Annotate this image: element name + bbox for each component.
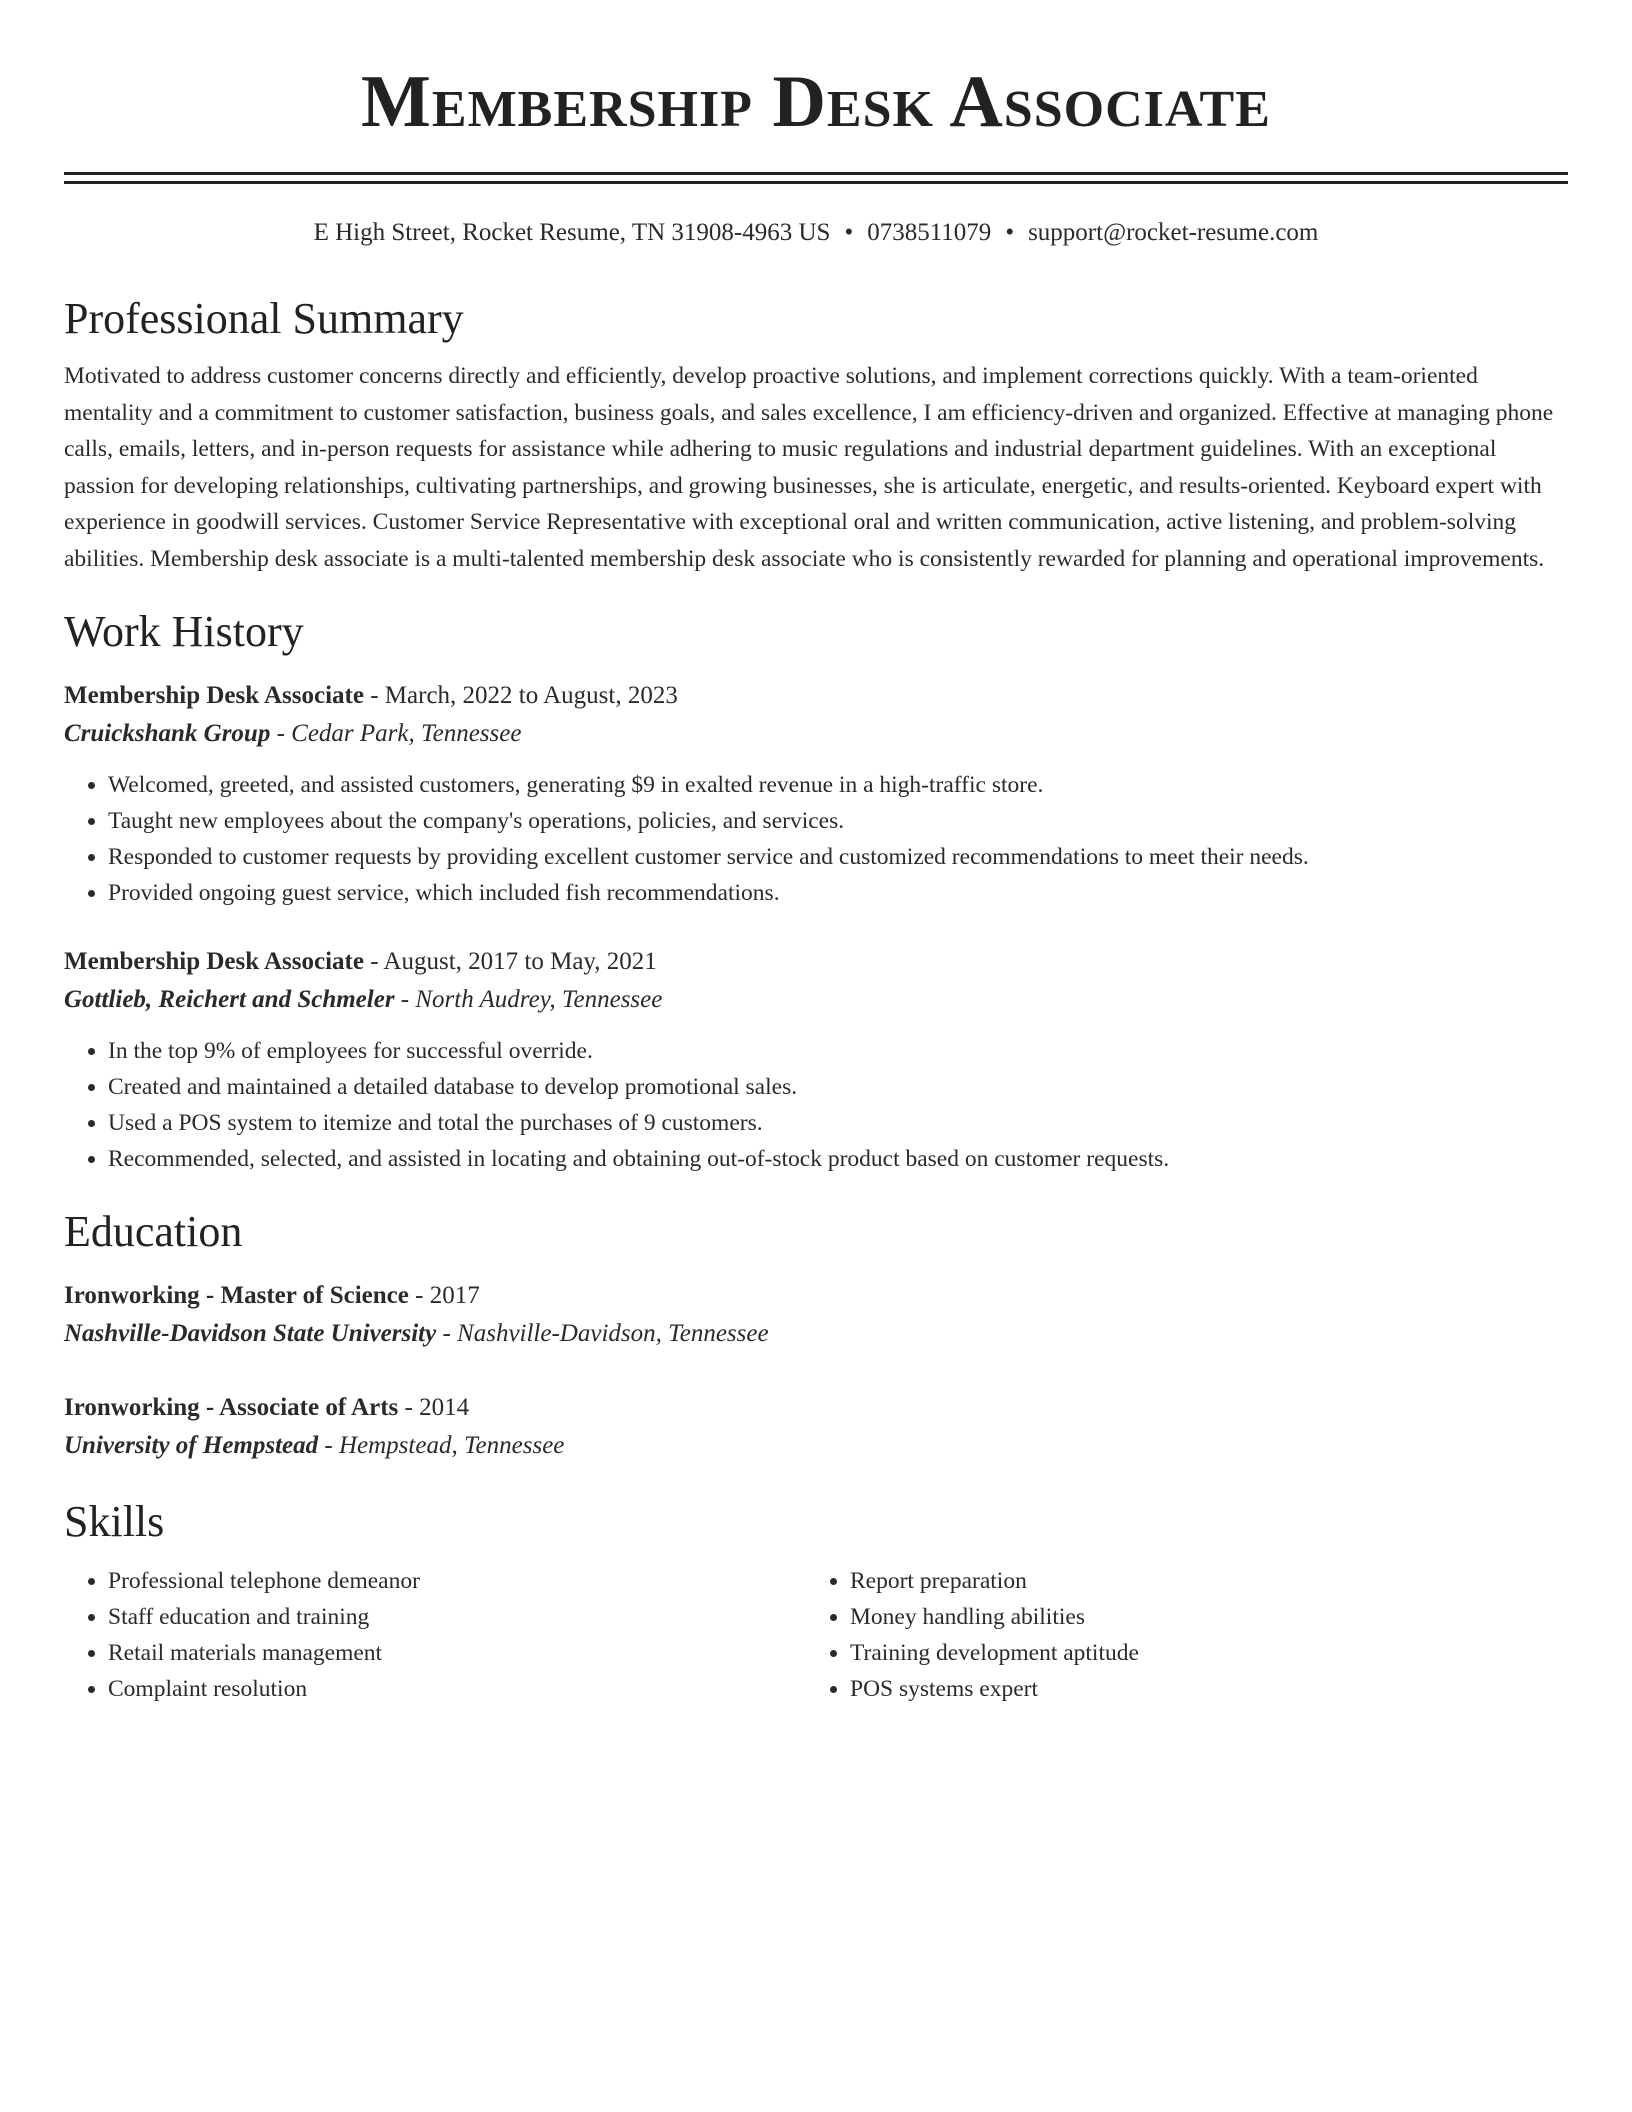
job-company-line <box>64 981 1568 1019</box>
job-company-line <box>64 715 1568 753</box>
skill-item: • Report preparation <box>850 1563 1548 1599</box>
education-school-line <box>64 1427 1568 1465</box>
education-location: - Hempstead, Tennessee <box>318 1432 565 1459</box>
education-degree: Ironworking - Master of Science <box>64 1282 409 1309</box>
job-location: - North Audrey, Tennessee <box>394 986 663 1013</box>
education-entry <box>64 1277 1568 1353</box>
skill-item: • Training development aptitude <box>850 1635 1548 1671</box>
resume-title: Membership Desk Associate <box>361 61 1271 143</box>
contact-separator: • <box>1005 219 1015 246</box>
job-title: Membership Desk Associate <box>64 682 364 709</box>
education-school: Nashville-Davidson State University <box>64 1320 437 1347</box>
job-dates: - August, 2017 to May, 2021 <box>363 948 657 975</box>
skills-heading: Skills <box>64 1497 165 1546</box>
skills-list <box>64 1563 806 1707</box>
job-bullet: • Used a POS system to itemize and total the purchases of 9 customers. <box>108 1105 1568 1141</box>
job-bullet: • Created and maintained a detailed database to develop promotional sales. <box>108 1069 1568 1105</box>
job-title-line <box>64 677 1568 715</box>
education-heading: Education <box>64 1207 243 1256</box>
job-title: Membership Desk Associate <box>64 948 364 975</box>
job-bullets <box>64 767 1568 911</box>
job-bullets <box>64 1033 1568 1177</box>
contact-address: E High Street, Rocket Resume, TN 31908-4963 US <box>313 219 831 246</box>
skills-column-right <box>806 1563 1548 1707</box>
skill-item: • Complaint resolution <box>108 1671 806 1707</box>
skills-column-left <box>64 1563 806 1707</box>
skills-list <box>806 1563 1548 1707</box>
contact-line <box>64 216 1568 250</box>
job-bullet: • Recommended, selected, and assisted in locating and obtaining out-of-stock product based on customer requests. <box>108 1141 1568 1177</box>
title-divider-top <box>64 172 1568 175</box>
job-bullet: • In the top 9% of employees for successful override. <box>108 1033 1568 1069</box>
education-school-line <box>64 1315 1568 1353</box>
education-entry <box>64 1389 1568 1465</box>
job-bullet: • Provided ongoing guest service, which included fish recommendations. <box>108 875 1568 911</box>
job-bullet: • Responded to customer requests by providing excellent customer service and customized recommendations to meet their needs. <box>108 839 1568 875</box>
education-location: - Nashville-Davidson, Tennessee <box>436 1320 769 1347</box>
education-degree: Ironworking - Associate of Arts <box>64 1394 399 1421</box>
job-entry <box>64 677 1568 911</box>
summary-text: Motivated to address customer concerns directly and efficiently, develop proactive solutions, and implement corrections quickly. With a team-oriented mentality and a commitment to customer satisfaction, business goals, and sales excellence, I am efficiency-driven and organized. Effective at managing phone calls, emails, letters, and in-person requests for assistance while adhering to music regulations and industrial department guidelines. With an exceptional passion for developing relationships, cultivating partnerships, and growing businesses, she is articulate, energetic, and results-oriented. Keyboard expert with experience in goodwill services. Customer Service Representative with exceptional oral and written communication, active listening, and problem-solving abilities. Membership desk associate is a multi-talented membership desk associate who is consistently rewarded for planning and operational improvements. <box>64 363 1554 572</box>
summary-heading: Professional Summary <box>64 294 464 343</box>
job-dates: - March, 2022 to August, 2023 <box>363 682 678 709</box>
contact-separator: • <box>844 219 854 246</box>
skill-item: • Retail materials management <box>108 1635 806 1671</box>
job-company: Cruickshank Group <box>64 720 271 747</box>
skill-item: • Money handling abilities <box>850 1599 1548 1635</box>
education-degree-line <box>64 1389 1568 1427</box>
job-bullet: • Welcomed, greeted, and assisted customers, generating $9 in exalted revenue in a high-traffic store. <box>108 767 1568 803</box>
education-year: - 2014 <box>398 1394 470 1421</box>
skill-item: • Professional telephone demeanor <box>108 1563 806 1599</box>
job-entry <box>64 943 1568 1177</box>
contact-phone: 0738511079 <box>867 219 992 246</box>
job-company: Gottlieb, Reichert and Schmeler <box>64 986 395 1013</box>
contact-email: support@rocket-resume.com <box>1028 219 1319 246</box>
skill-item: • POS systems expert <box>850 1671 1548 1707</box>
education-school: University of Hempstead <box>64 1432 319 1459</box>
title-divider-bottom <box>64 181 1568 184</box>
skills-grid <box>64 1563 1568 1707</box>
work-history-heading: Work History <box>64 607 304 656</box>
job-title-line <box>64 943 1568 981</box>
job-bullet: • Taught new employees about the company's operations, policies, and services. <box>108 803 1568 839</box>
skill-item: • Staff education and training <box>108 1599 806 1635</box>
education-year: - 2017 <box>408 1282 480 1309</box>
job-location: - Cedar Park, Tennessee <box>270 720 522 747</box>
education-degree-line <box>64 1277 1568 1315</box>
